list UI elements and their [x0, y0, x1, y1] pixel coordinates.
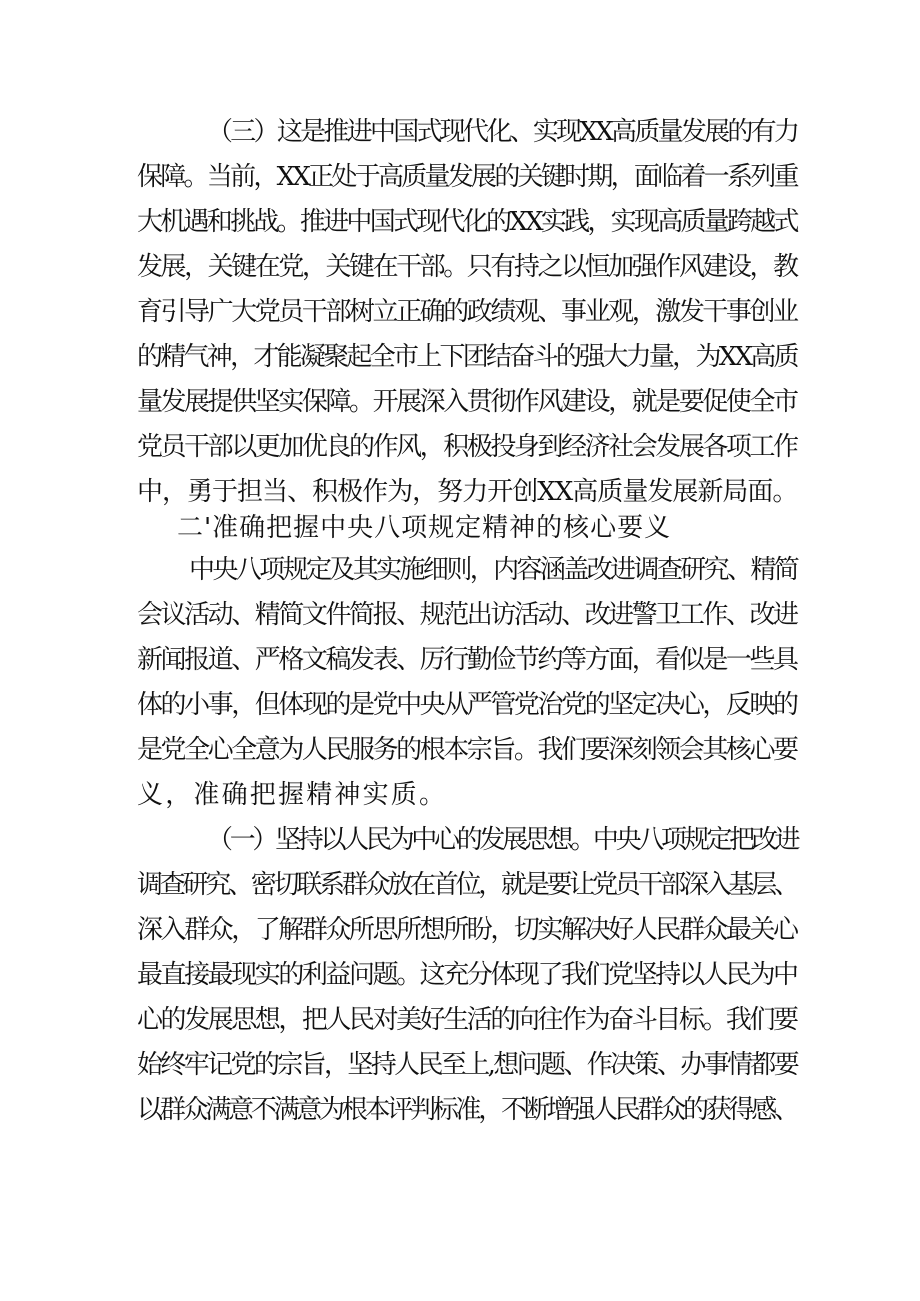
paragraph-line: 量发展提供坚实保障。开展深入贯彻作风建设，就是要促使全市 — [137, 387, 797, 417]
paragraph-line: （一）坚持以人民为中心的发展思想。中央八项规定把改进 — [207, 825, 798, 855]
paragraph-line: 党员干部以更加优良的作风，积极投身到经济社会发展各项工作 — [137, 432, 797, 462]
paragraph-line: 发展，关键在党，关键在干部。只有持之以恒加强作风建设，教 — [137, 252, 797, 282]
paragraph-line: 育引导广大党员干部树立正确的政绩观、事业观，激发干事创业 — [137, 297, 797, 327]
section-heading: 二'准确把握中央八项规定精神的核心要义 — [177, 513, 672, 543]
paragraph-line: 义，准确把握精神实质。 — [137, 780, 448, 810]
paragraph-line: 大机遇和挑战。推进中国式现代化的XX实践，实现高质量跨越式 — [137, 207, 797, 237]
paragraph-line: 心的发展思想，把人民对美好生活的向往作为奋斗目标。我们要 — [137, 1005, 797, 1035]
paragraph-line: 最直接最现实的利益问题。这充分体现了我们党坚持以人民为中 — [137, 960, 797, 990]
paragraph-line: 的精气神，才能凝聚起全市上下团结奋斗的强大力量，为XX高质 — [137, 342, 797, 372]
paragraph-3 — [137, 818, 797, 1133]
paragraph-line: 中，勇于担当、积极作为，努力开创XX高质量发展新局面。 — [137, 477, 798, 507]
paragraph-line: 以群众满意不满意为根本评判标准，不断增强人民群众的获得感、 — [137, 1095, 797, 1125]
paragraph-1 — [137, 110, 797, 515]
paragraph-line: 中央八项规定及其实施细则，内容涵盖改进调查研究、精简 — [189, 555, 798, 585]
paragraph-line: 会议活动、精简文件简报、规范出访活动、改进警卫工作、改进 — [137, 600, 797, 630]
paragraph-line: （三）这是推进中国式现代化、实现XX高质量发展的有力 — [207, 117, 798, 147]
paragraph-line: 是党全心全意为人民服务的根本宗旨。我们要深刻领会其核心要 — [137, 735, 797, 765]
paragraph-line: 体的小事，但体现的是党中央从严管党治党的坚定决心，反映的 — [137, 690, 797, 720]
paragraph-line: 保障。当前，XX正处于高质量发展的关键时期，面临着一系列重 — [137, 162, 797, 192]
paragraph-2 — [137, 548, 797, 818]
paragraph-line: 调查研究、密切联系群众放在首位，就是要让党员干部深入基层、 — [137, 870, 797, 900]
paragraph-line: 深入群众，了解群众所思所想所盼，切实解决好人民群众最关心 — [137, 915, 797, 945]
paragraph-line: 始终牢记党的宗旨，坚持人民至上,想问题、作决策、办事情都要 — [137, 1050, 798, 1080]
paragraph-line: 新闻报道、严格文稿发表、厉行勤俭节约等方面，看似是一些具 — [137, 645, 797, 675]
